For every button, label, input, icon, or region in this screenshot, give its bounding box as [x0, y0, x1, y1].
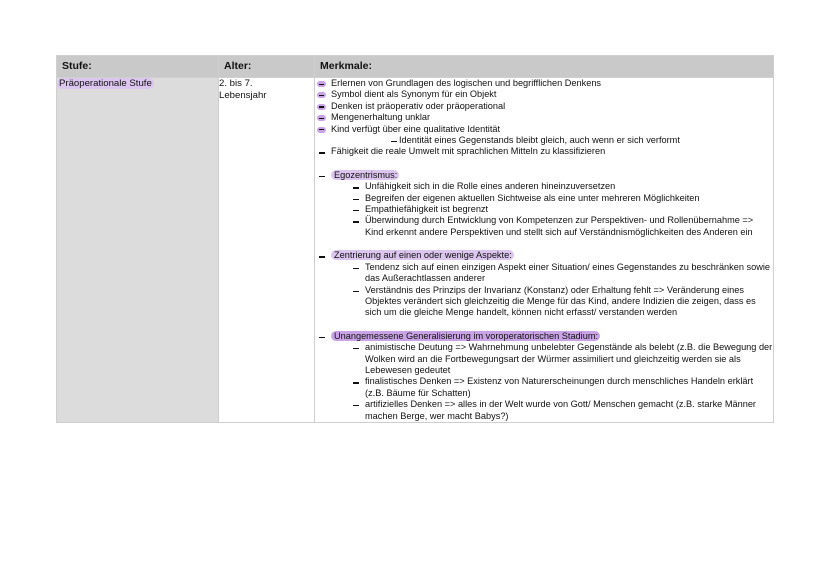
dash-bullet-icon — [353, 210, 359, 211]
list-item — [315, 89, 773, 100]
list-item — [315, 135, 773, 146]
list-item-text: Verständnis des Prinzips der Invarianz (Konstanz) oder Erhaltung fehlt => Veränderung eines Objektes verändert sich gleichzeitig die Menge für das Kind, andere Indizien die zeigen, dass es sich um die gleiche Menge handelt, können nicht erfasst/ verstanden werden — [365, 284, 756, 318]
list-item-text: Überwindung durch Entwicklung von Kompetenzen zur Perspektiven- und Rollenübernahme => Kind erkennt andere Perspektiven und stellt sich auf Verständnismöglichkeiten des Anderen ein — [365, 215, 754, 237]
header-alter: Alter: — [219, 56, 315, 78]
dash-bullet-icon — [391, 141, 397, 142]
dash-bullet-icon — [353, 187, 359, 188]
list-item — [315, 124, 773, 135]
development-stages-table — [56, 55, 774, 423]
list-item — [315, 204, 773, 215]
alter-cell — [219, 78, 315, 423]
dash-bullet-icon — [353, 199, 359, 200]
section-title-egozentrismus — [315, 170, 773, 181]
list-item — [315, 146, 773, 157]
stufe-label: Präoperationale Stufe — [59, 78, 152, 89]
dash-bullet-icon — [317, 115, 326, 121]
list-item — [315, 215, 773, 238]
header-stufe: Stufe: — [57, 56, 219, 78]
list-item-text: Fähigkeit die reale Umwelt mit sprachlichen Mitteln zu klassifizieren — [331, 146, 606, 157]
dash-bullet-icon — [319, 337, 325, 338]
list-item — [315, 101, 773, 112]
alter-line-2: Lebensjahr — [219, 89, 267, 101]
section-title-text: Egozentrismus: — [331, 170, 399, 180]
dash-bullet-icon — [353, 348, 359, 349]
merkmale-list — [315, 78, 773, 158]
list-item-text: Tendenz sich auf einen einzigen Aspekt einer Situation/ eines Gegenstandes zu beschränken sowie das Außerachtlassen anderer — [365, 261, 771, 284]
list-item-text: finalistisches Denken => Existenz von Naturerscheinungen durch menschliches Handeln erklärt (z.B. Bäume für Schatten) — [365, 376, 754, 398]
merkmale-cell — [315, 78, 774, 423]
dash-bullet-icon — [317, 104, 326, 110]
dash-bullet-icon — [353, 382, 359, 383]
dash-bullet-icon — [353, 221, 359, 222]
dash-bullet-icon — [319, 176, 325, 177]
list-item — [315, 342, 773, 376]
list-item-text: Erlernen von Grundlagen des logischen und begrifflichen Denkens — [331, 78, 602, 88]
list-item — [315, 78, 773, 89]
section-title-generalisierung — [315, 331, 773, 342]
egozentrismus-section — [315, 170, 773, 238]
list-item-text: Unfähigkeit sich in die Rolle eines anderen hineinzuversetzen — [365, 181, 616, 192]
list-item — [315, 262, 773, 285]
section-title-zentrierung — [315, 250, 773, 261]
list-item-text: Denken ist präoperativ oder präoperational — [331, 100, 506, 111]
section-title-text: Unangemessene Generalisierung im voroperatorischen Stadium: — [331, 331, 600, 341]
list-item — [315, 376, 773, 399]
list-item-text: Symbol dient als Synonym für ein Objekt — [331, 89, 497, 100]
list-item-text: Identität eines Gegenstands bleibt gleich, auch wenn er sich verformt — [399, 135, 680, 146]
dash-bullet-icon — [353, 405, 359, 406]
list-item-text: Begreifen der eigenen aktuellen Sichtweise als eine unter mehreren Möglichkeiten — [365, 192, 700, 203]
zentrierung-section — [315, 250, 773, 318]
dash-bullet-icon — [317, 81, 326, 87]
header-merkmale: Merkmale: — [315, 56, 774, 78]
list-item-text: Kind verfügt über eine qualitative Identität — [331, 123, 501, 134]
dash-bullet-icon — [353, 291, 359, 292]
list-item — [315, 399, 773, 422]
generalisierung-section — [315, 331, 773, 422]
stufe-cell — [57, 78, 219, 423]
dash-bullet-icon — [317, 127, 326, 133]
list-item — [315, 285, 773, 319]
list-item-text: animistische Deutung => Wahrnehmung unbelebter Gegenstände als belebt (z.B. die Bewegung der Wolken wird an die Fortbewegungsart der Würmer assimiliert und gleichzeitig werden sie als Lebewesen gedeutet — [365, 342, 773, 375]
dash-bullet-icon — [317, 92, 326, 98]
list-item — [315, 181, 773, 192]
alter-line-1: 2. bis 7. — [219, 78, 253, 89]
dash-bullet-icon — [319, 152, 325, 153]
list-item-text: Mengenerhaltung unklar — [331, 112, 431, 123]
list-item — [315, 193, 773, 204]
dash-bullet-icon — [319, 256, 325, 257]
list-item — [315, 112, 773, 123]
table-row — [57, 78, 774, 423]
list-item-text: Empathiefähigkeit ist begrenzt — [365, 204, 489, 215]
dash-bullet-icon — [353, 268, 359, 269]
section-title-text: Zentrierung auf einen oder wenige Aspekte: — [331, 250, 514, 260]
list-item-text: artifizielles Denken => alles in der Welt wurde von Gott/ Menschen gemacht (z.B. starke Männer machen Berge, wer macht Babys?) — [365, 399, 756, 421]
table-header-row — [57, 56, 774, 78]
